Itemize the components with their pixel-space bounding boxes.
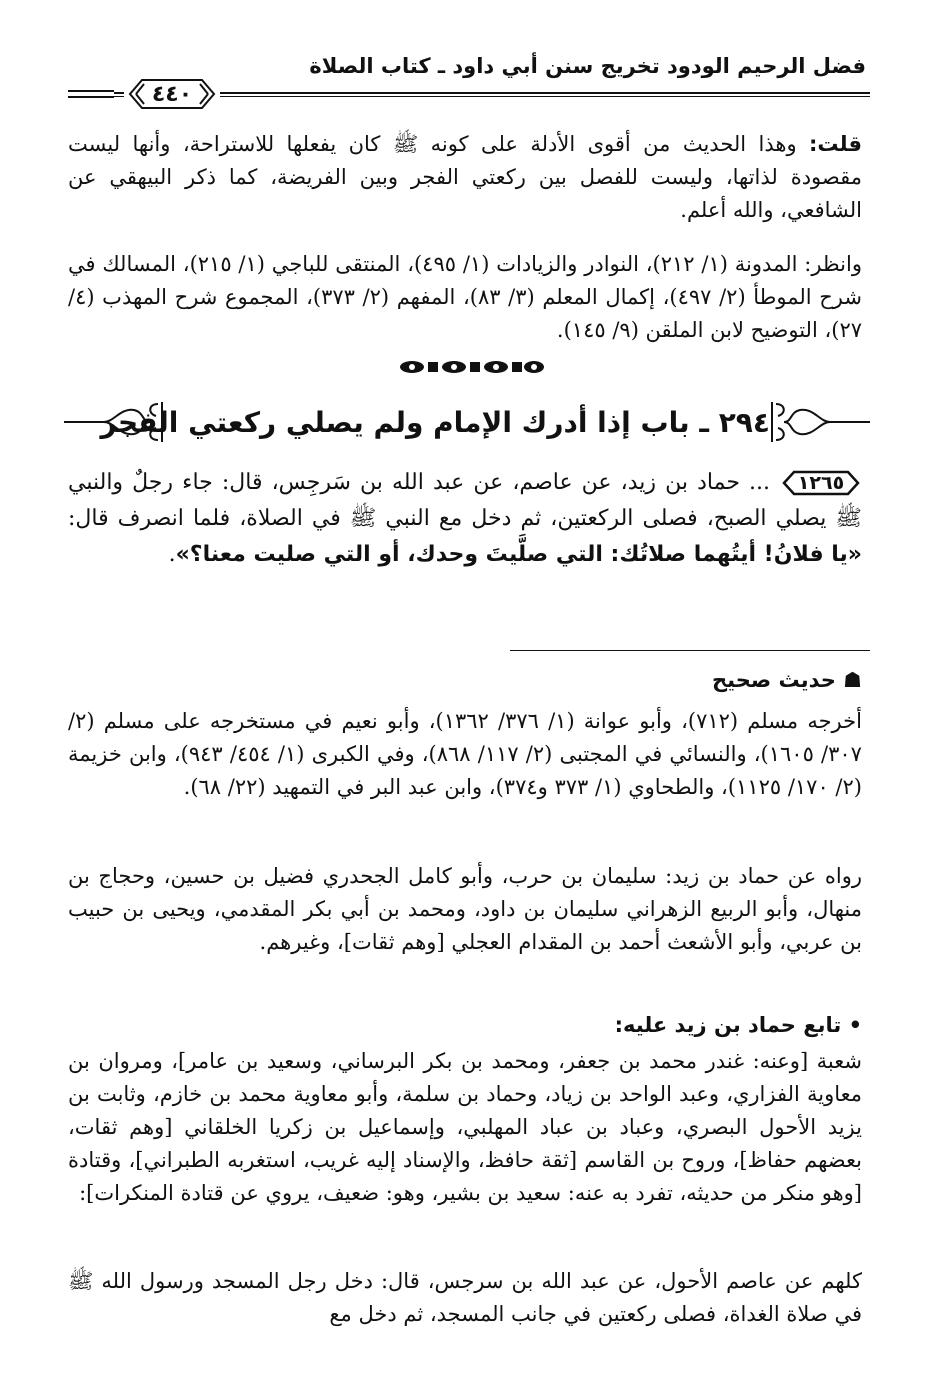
closing-paragraph: كلهم عن عاصم الأحول، عن عبد الله بن سرجس، قال: دخل رجل المسجد ورسول الله ﷺ في صلاة الغداة، فصلى ركعتين في جانب المسجد، ثم دخل مع <box>68 1269 862 1326</box>
commentary-text: وهذا الحديث من أقوى الأدلة على كونه ﷺ كان يفعلها للاستراحة، وأنها ليست مقصودة لذاتها، وليست للفصل بين ركعتي الفجر وبين الفريضة، كما ذكر البيهقي عن الشافعي، والله أعلم. <box>68 132 862 222</box>
hadith-isnad: ... حماد بن زيد، عن عاصم، عن عبد الله بن سَرجِس، قال: جاء رجلٌ والنبي ﷺ يصلي الصبح، فصلى الركعتين، ثم دخل مع النبي ﷺ في الصلاة، فلما انصرف قال: <box>68 470 862 531</box>
narrators-paragraph: رواه عن حماد بن زيد: سليمان بن حرب، وأبو كامل الجحدري فضيل بن حسين، وحجاج بن منهال، وأبو الربيع الزهراني سليمان بن داود، ومحمد بن أبي بكر المقدمي، ويحيى بن حبيب بن عربي، وأبو الأشعث أحمد بن المقدام العجلي [وهم ثقات]، وغيرهم. <box>68 864 862 954</box>
followers-heading-text: تابع حماد بن زيد عليه: <box>614 1013 842 1037</box>
hadith-text <box>68 465 862 573</box>
chapter-frame-left-icon <box>64 398 164 448</box>
footnote-separator <box>510 650 870 651</box>
hadith-end: . <box>168 542 176 567</box>
running-header <box>64 52 870 118</box>
page-number-badge <box>124 76 220 112</box>
hadith-number: ١٢٦٥ <box>797 472 845 494</box>
book-title: فضل الرحيم الودود تخريج سنن أبي داود ـ كتاب الصلاة <box>309 54 866 78</box>
hadith-grade <box>712 668 862 692</box>
followers-paragraph: شعبة [وعنه: غندر محمد بن جعفر، ومحمد بن بكر البرساني، وسعيد بن عامر]، ومروان بن معاوية الفزاري، وعبد الواحد بن زياد، وحماد بن سلمة، وأبو معاوية محمد بن خازم، وثابت بن يزيد الأحول البصري، وعباد بن عباد المهلبي، وإسماعيل بن زكريا الخلقاني [وهم ثقات، بعضهم حفاظ]، وروح بن القاسم [ثقة حافظ، والإسناد إليه غريب، استغربه الطبراني]، وقتادة [وهو منكر من حديثه، تفرد به عنه: سعيد بن بشير، وهو: ضعيف، يروي عن قتادة المنكرات]: <box>68 1049 862 1205</box>
chapter-frame-right-icon <box>770 398 870 448</box>
bullet-icon: • <box>848 1013 862 1037</box>
commentary-paragraph <box>68 128 862 227</box>
header-dash-ornament <box>64 88 114 100</box>
section-divider-ornament-icon <box>396 357 546 377</box>
chapter-title: ٢٩٤ ـ باب إذا أدرك الإمام ولم يصلي ركعتي الفجر <box>100 406 770 439</box>
chapter-heading <box>64 392 870 458</box>
commentary-label: قلت: <box>809 132 862 156</box>
followers-heading <box>615 1013 862 1037</box>
grade-label: حديث صحيح <box>712 668 836 692</box>
hadith-matn: «يا فلانُ! أيتُهما صلاتُك: التي صلَّيتَ وحدك، أو التي صليت معنا؟» <box>175 542 862 567</box>
book-icon: ☗ <box>843 668 862 692</box>
takhrij-paragraph: أخرجه مسلم (٧١٢)، وأبو عوانة (١/ ٣٧٦/ ١٣٦٢)، وأبو نعيم في مستخرجه على مسلم (٢/ ٣٠٧/ ١٦٠٥)، والنسائي في المجتبى (٢/ ١١٧/ ٨٦٨)، وفي الكبرى (١/ ٤٥٤/ ٩٤٣)، وابن خزيمة (٢/ ١٧٠/ ١١٢٥)، والطحاوي (١/ ٣٧٣ و٣٧٤)، وابن عبد البر في التمهيد (٢٢/ ٦٨). <box>68 709 862 799</box>
hadith-number-badge <box>780 469 862 497</box>
page-number: ٤٤٠ <box>151 81 193 107</box>
references-paragraph: وانظر: المدونة (١/ ٢١٢)، النوادر والزيادات (١/ ٤٩٥)، المنتقى للباجي (١/ ٢١٥)، المسالك في شرح الموطأ (٢/ ٤٩٧)، إكمال المعلم (٣/ ٨٣)، المفهم (٢/ ٣٧٣)، المجموع شرح المهذب (٤/ ٢٧)، التوضيح لابن الملقن (٩/ ١٤٥). <box>68 252 862 342</box>
